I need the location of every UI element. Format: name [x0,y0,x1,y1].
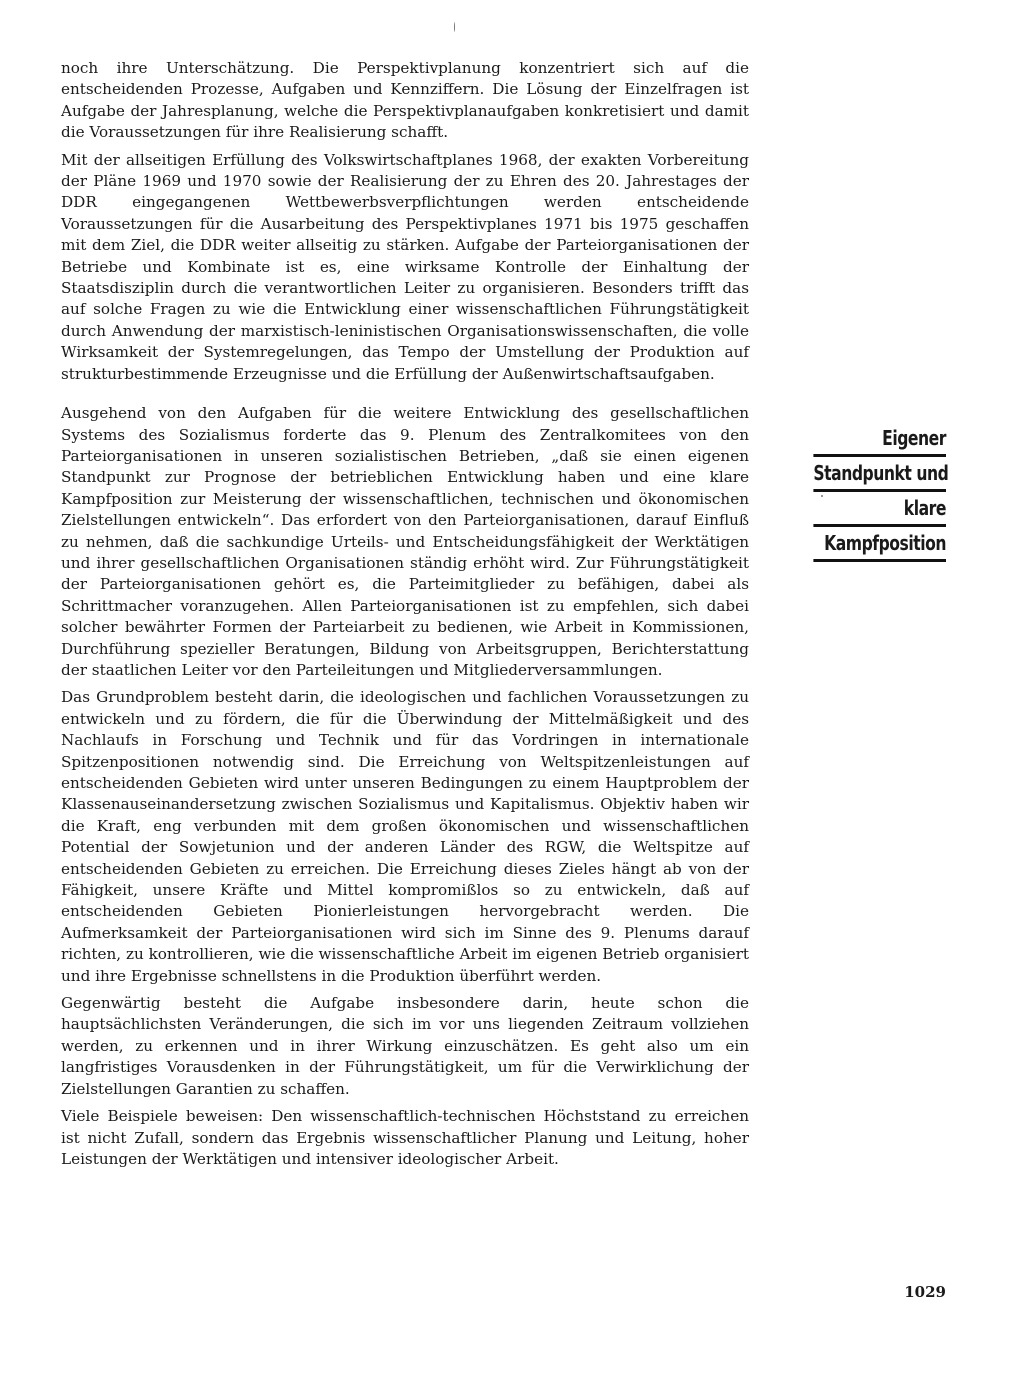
margin-heading-line-4: Kampfposition [813,529,946,562]
margin-heading [776,424,949,564]
paragraph-6: Viele Beispiele beweisen: Den wissenschaftlich-technischen Höchststand zu erreichen ist nicht Zufall, sondern das Ergebnis wissenschaftlicher Planung und Leitung, hoher Leistungen der Werktätigen und intensiver ideologischer Arbeit. [61,1107,749,1168]
margin-heading-line-3: klare [813,494,946,527]
paragraph-5: Gegenwärtig besteht die Aufgabe insbesondere darin, heute schon die hauptsächlichsten Veränderungen, die sich im vor uns liegenden Zeitraum vollziehen werden, zu erkennen und in ihrer Wirkung einzuschätzen. Es geht also um ein langfristiges Vorausdenken in der Führungstätigkeit, um für die Verwirklichung der Zielstellungen Garantien zu schaffen. [61,994,749,1098]
page-number: 1029 [904,1283,946,1301]
paragraph-1: noch ihre Unterschätzung. Die Perspektivplanung konzentriert sich auf die entscheidenden Prozesse, Aufgaben und Kennziffern. Die Lösung der Einzelfragen ist Aufgabe der Jahresplanung, welche die Perspektivplanaufgaben konkretisiert und damit die Voraussetzungen für ihre Realisierung schafft. [61,59,749,142]
margin-heading-line-2: Standpunkt und [813,459,946,492]
scan-speck [821,495,823,497]
main-text-column [61,58,749,1170]
paragraph-3: Ausgehend von den Aufgaben für die weitere Entwicklung des gesellschaftlichen Systems des Sozialismus forderte das 9. Plenum des Zentralkomitees von den Parteiorganisationen in unseren sozialistischen Betrieben, „daß sie einen eigenen Standpunkt zur Prognose der betrieblichen Entwicklung haben und eine klare Kampfposition zur Meisterung der wissenschaftlichen, technischen und ökonomischen Zielstellungen entwickeln“. Das erfordert von den Parteiorganisationen, darauf Einfluß zu nehmen, daß die sachkundige Urteils- und Entscheidungsfähigkeit der Werktätigen und ihrer gesellschaftlichen Organisationen ständig erhöht wird. Zur Führungstätigkeit der Parteiorganisationen gehört es, die Parteimitglieder zu befähigen, dabei als Schrittmacher voranzugehen. Allen Parteiorganisationen ist zu empfehlen, sich dabei solcher bewährter Formen der Parteiarbeit zu bedienen, wie Arbeit in Kommissionen, Durchführung spezieller Beratungen, Bildung von Arbeitsgruppen, Berichterstattung der staatlichen Leiter vor den Parteileitungen und Mitgliederversammlungen. [61,404,749,679]
scan-speck [454,22,455,32]
paragraph-2: Mit der allseitigen Erfüllung des Volkswirtschaftplanes 1968, der exakten Vorbereitung der Pläne 1969 und 1970 sowie der Realisierung der zu Ehren des 20. Jahrestages der DDR eingegangenen Wettbewerbsverpflichtungen werden entscheidende Voraussetzungen für die Ausarbeitung des Perspektivplanes 1971 bis 1975 geschaffen mit dem Ziel, die DDR weiter allseitig zu stärken. Aufgabe der Parteiorganisationen der Betriebe und Kombinate ist es, eine wirksame Kontrolle der Einhaltung der Staatsdisziplin durch die verantwortlichen Leiter zu organisieren. Besonders trifft das auf solche Fragen zu wie die Entwicklung einer wissenschaftlichen Führungstätigkeit durch Anwendung der marxistisch-leninistischen Organisationswissenschaften, die volle Wirksamkeit der Systemregelungen, das Tempo der Umstellung der Produktion auf strukturbestimmende Erzeugnisse und die Erfüllung der Außenwirtschaftsaufgaben. [61,150,749,383]
paragraph-4: Das Grundproblem besteht darin, die ideologischen und fachlichen Voraussetzungen zu entwickeln und zu fördern, die für die Überwindung der Mittelmäßigkeit und des Nachlaufs in Forschung und Technik und für das Vordringen in internationale Spitzenpositionen notwendig sind. Die Erreichung von Weltspitzenleistungen auf entscheidenden Gebieten wird unter unseren Bedingungen zu einem Hauptproblem der Klassenauseinandersetzung zwischen Sozialismus und Kapitalismus. Objektiv haben wir die Kraft, eng verbunden mit dem großen ökonomischen und wissenschaftlichen Potential der Sowjetunion und der anderen Länder des RGW, die Weltspitze auf entscheidenden Gebieten zu erreichen. Die Erreichung dieses Zieles hängt ab von der Fähigkeit, unsere Kräfte und Mittel kompromißlos so zu entwickeln, daß auf entscheidenden Gebieten Pionierleistungen hervorgebracht werden. Die Aufmerksamkeit der Parteiorganisationen wird sich im Sinne des 9. Plenums darauf richten, zu kontrollieren, wie die wissenschaftliche Arbeit im eigenen Betrieb organisiert und ihre Ergebnisse schnellstens in die Produktion überführt werden. [61,688,749,985]
margin-heading-line-1: Eigener [813,424,946,457]
